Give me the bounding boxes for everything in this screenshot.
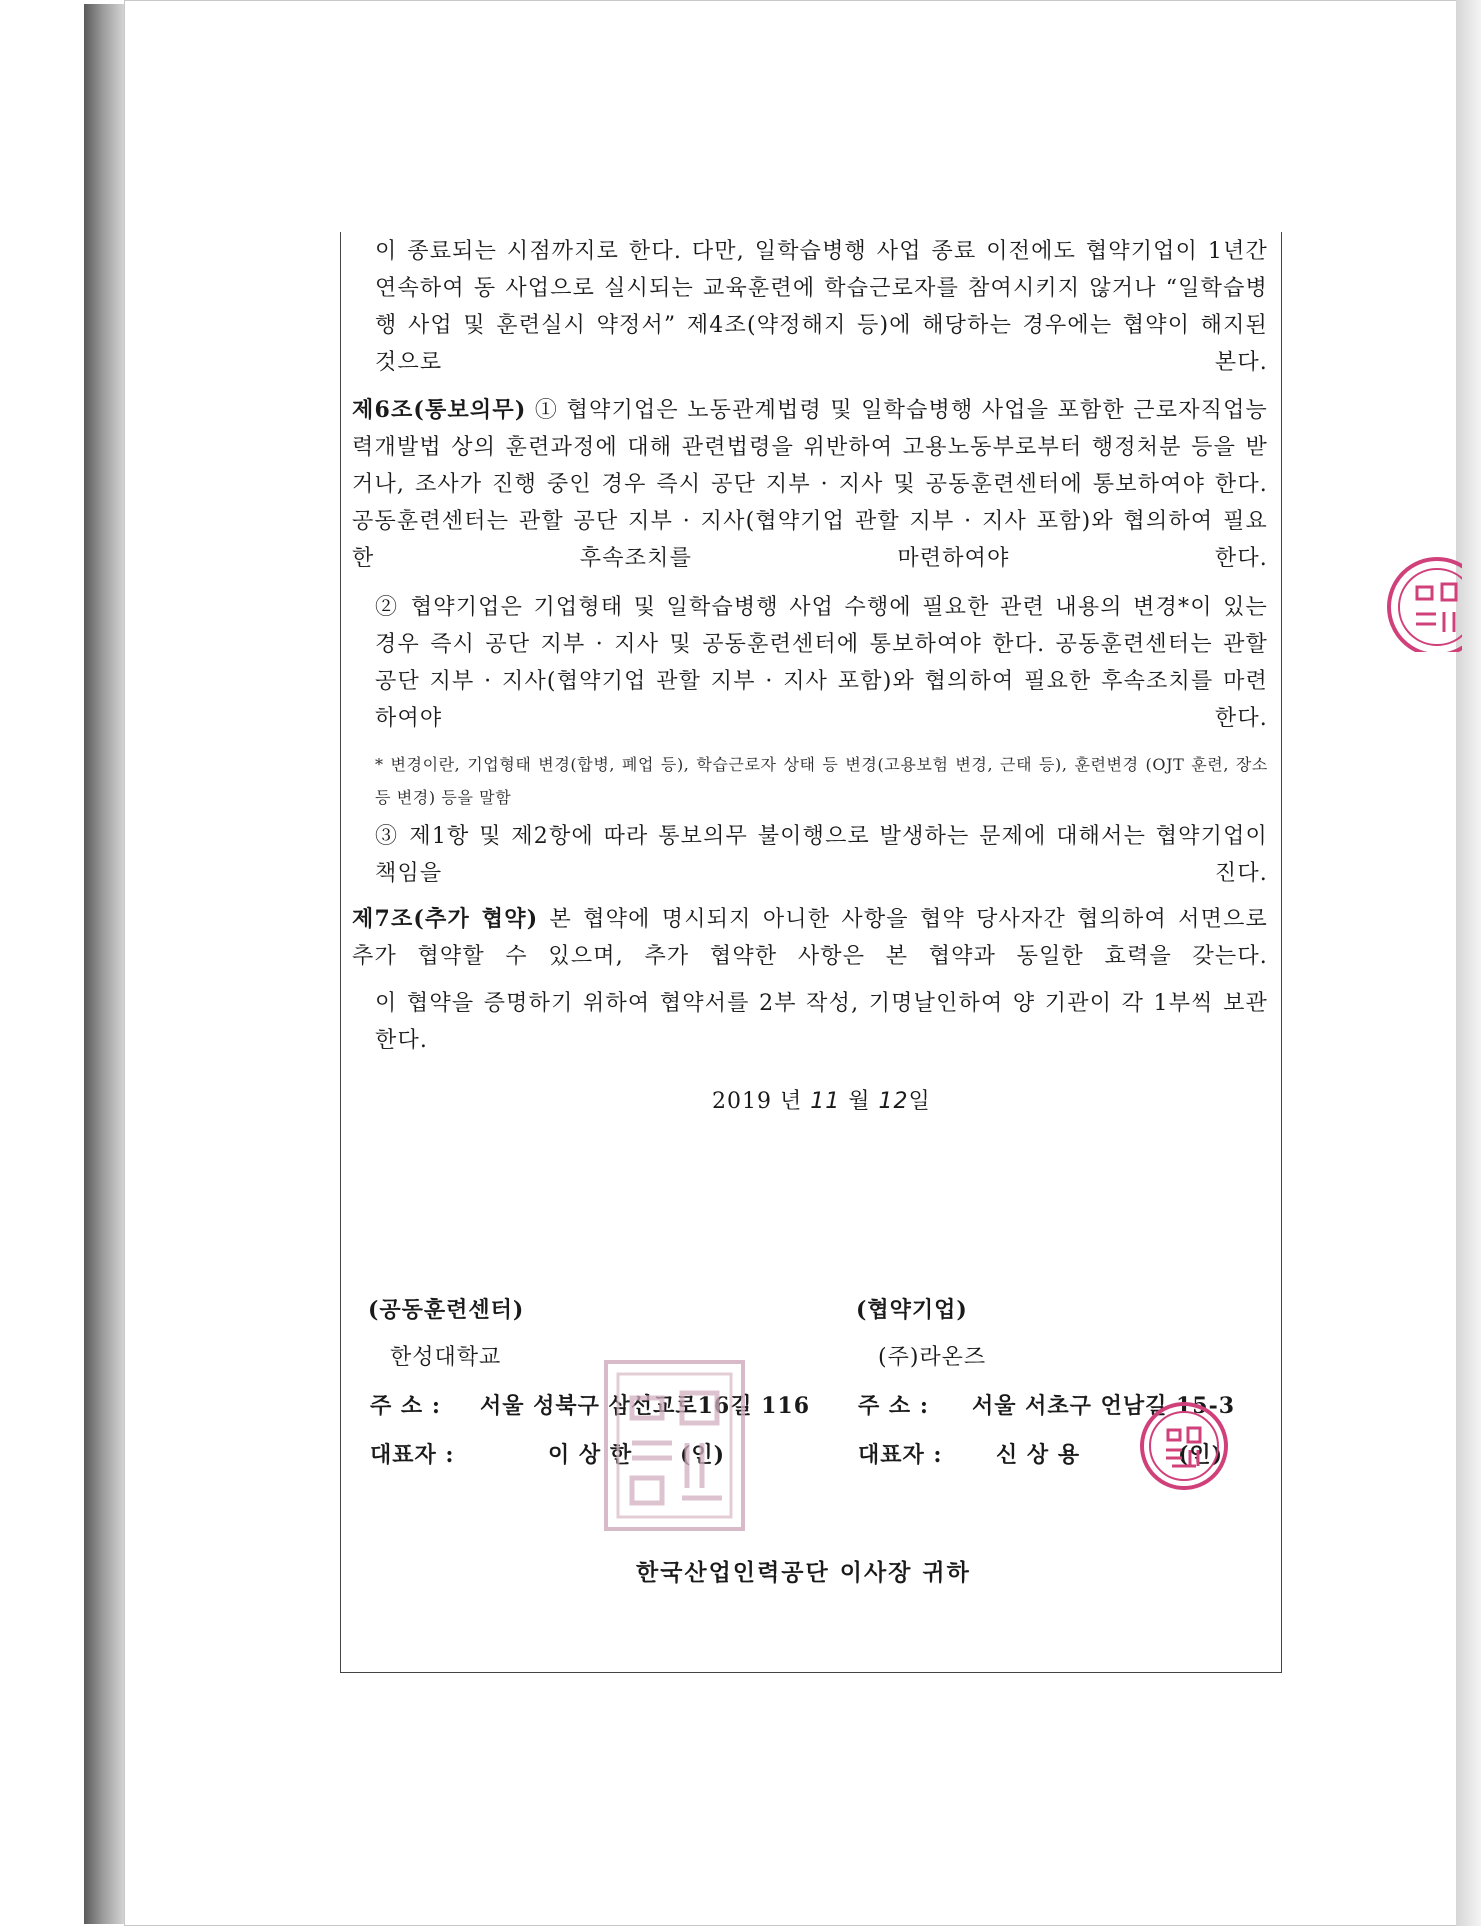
article-6-clause-2 bbox=[375, 589, 1268, 737]
date-year-unit: 년 bbox=[780, 1089, 803, 1114]
right-address-label: 주 소 : bbox=[858, 1393, 929, 1419]
right-company-seal-icon bbox=[1138, 1400, 1230, 1492]
article-7 bbox=[352, 901, 1268, 975]
left-rep-name: 이 상 한 bbox=[548, 1442, 633, 1468]
date-month-handwritten: 11 bbox=[810, 1089, 841, 1114]
agreement-date bbox=[712, 1084, 931, 1115]
article-6-clause-3-text: ③ 제1항 및 제2항에 따라 통보의무 불이행으로 발생하는 문제에 대해서는 협약기업이 책임을 진다. bbox=[375, 824, 1268, 886]
date-month-unit: 월 bbox=[848, 1089, 871, 1114]
page-right-shadow bbox=[1456, 0, 1481, 1926]
right-seal-mark: (인) bbox=[1178, 1442, 1224, 1468]
right-address: 서울 서초구 언남길 15-3 bbox=[972, 1393, 1236, 1419]
article-6-footnote-text: * 변경이란, 기업형태 변경(합병, 폐업 등), 학습근로자 상태 등 변경(고용보험 변경, 근태 등), 훈련변경 (OJT 훈련, 장소 등 변경) 등을 말함 bbox=[375, 755, 1268, 807]
right-party-name: (주)라온즈 bbox=[878, 1345, 987, 1370]
left-seal-mark: (인) bbox=[680, 1442, 726, 1468]
left-address-label: 주 소 : bbox=[370, 1393, 441, 1419]
left-party-heading: (공동훈련센터) bbox=[368, 1297, 525, 1323]
addressee: 한국산업인력공단 이사장 귀하 bbox=[636, 1559, 971, 1586]
article-7-heading: 제7조(추가 협약) bbox=[352, 906, 539, 932]
right-rep-label: 대표자 : bbox=[858, 1442, 943, 1468]
article-6-clause-2-text: ② 협약기업은 기업형태 및 일학습병행 사업 수행에 필요한 관련 내용의 변경*이 있는 경우 즉시 공단 지부 · 지사 및 공동훈련센터에 통보하여야 한다. 공동훈련센터는 관할 공단 지부 · 지사(협약기업 관할 지부 · 지사 포함)와 협의하여 필요한 후속조치를 마련하여야 한다. bbox=[375, 595, 1268, 731]
article-6-clause-1-text: ① 협약기업은 노동관계법령 및 일학습병행 사업을 포함한 근로자직업능력개발법 상의 훈련과정에 대해 관련법령을 위반하여 고용노동부로부터 행정처분 등을 받거나, 조사가 진행 중인 경우 즉시 공단 지부 · 지사 및 공동훈련센터에 통보하여야 한다. 공동훈련센터는 관할 공단 지부 · 지사(협약기업 관할 지부 · 지사 포함)와 협의하여 필요한 후속조치를 마련하여야 한다. bbox=[352, 398, 1268, 571]
left-official-seal-icon bbox=[602, 1358, 747, 1533]
left-address: 서울 성북구 삼선교로16길 116 bbox=[480, 1393, 811, 1419]
article-6-heading: 제6조(통보의무) bbox=[352, 397, 527, 423]
left-rep-label: 대표자 : bbox=[370, 1442, 455, 1468]
article-6-clause-1 bbox=[352, 392, 1268, 577]
article-7-text: 본 협약에 명시되지 아니한 사항을 협약 당사자간 협의하여 서면으로 추가 협약할 수 있으며, 추가 협약한 사항은 본 협약과 동일한 효력을 갖는다. bbox=[352, 907, 1268, 969]
closing-statement bbox=[375, 985, 1268, 1059]
date-day-handwritten: 12 bbox=[878, 1089, 909, 1114]
side-stamp bbox=[1382, 552, 1462, 652]
date-year: 2019 bbox=[712, 1089, 772, 1114]
continuation-text: 이 종료되는 시점까지로 한다. 다만, 일학습병행 사업 종료 이전에도 협약기업이 1년간 연속하여 동 사업으로 실시되는 교육훈련에 학습근로자를 참여시키지 않거나 “일학습병행 사업 및 훈련실시 약정서” 제4조(약정해지 등)에 해당하는 경우에는 협약이 해지된 것으로 본다. bbox=[375, 239, 1268, 375]
right-party-heading: (협약기업) bbox=[856, 1297, 968, 1323]
continuation-paragraph bbox=[375, 233, 1268, 381]
side-stamp-icon bbox=[1382, 552, 1462, 652]
right-rep-name: 신 상 용 bbox=[996, 1442, 1081, 1468]
page-edge-bevel bbox=[84, 4, 127, 1924]
article-6-clause-3 bbox=[375, 818, 1268, 892]
date-day-unit: 일 bbox=[908, 1089, 931, 1114]
closing-statement-text: 이 협약을 증명하기 위하여 협약서를 2부 작성, 기명날인하여 양 기관이 각 1부씩 보관한다. bbox=[375, 991, 1268, 1053]
left-party-name: 한성대학교 bbox=[390, 1345, 502, 1370]
article-6-footnote bbox=[375, 748, 1268, 814]
